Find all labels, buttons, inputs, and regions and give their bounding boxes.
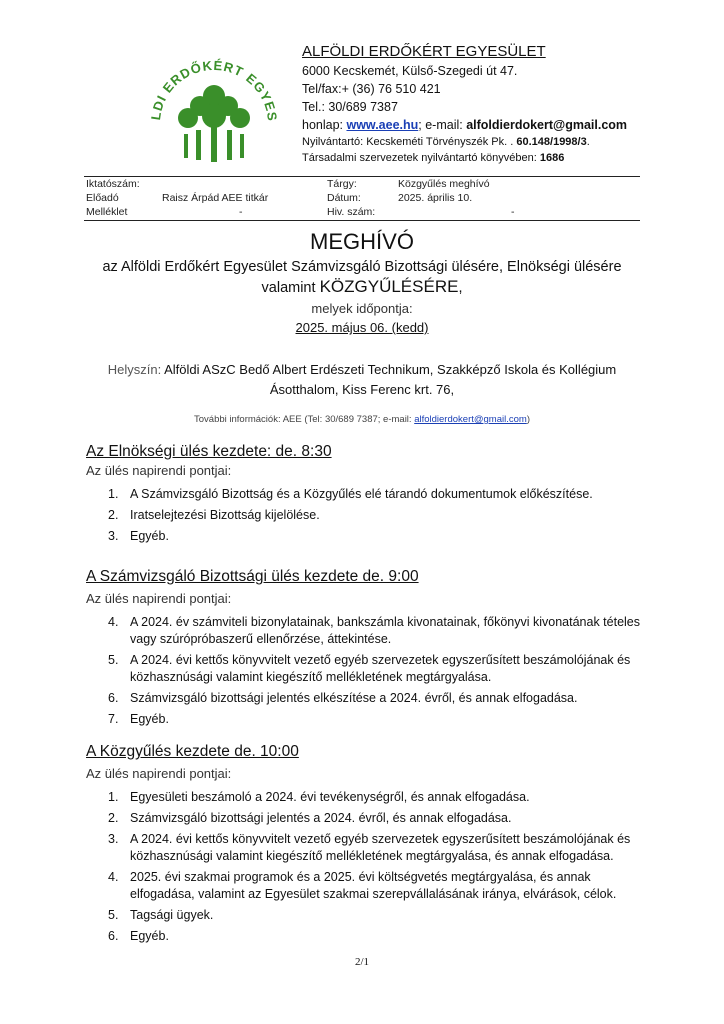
website-link[interactable]: www.aee.hu	[346, 118, 419, 132]
targy-value: Közgyűlés meghívó	[398, 178, 490, 190]
location-line-2: Ásotthalom, Kiss Ferenc krt. 76,	[269, 382, 455, 397]
organization-telfax: Tel/fax:+ (36) 76 510 421	[302, 82, 441, 96]
registry-number: 60.148/1998/3	[516, 136, 587, 148]
invite-kozgyules: KÖZGYŰLÉSÉRE	[319, 277, 459, 296]
list-item	[86, 652, 646, 686]
agenda-list-kozgyules	[86, 789, 646, 949]
item-text: Egyéb.	[130, 712, 169, 726]
meta-left-labels	[86, 177, 140, 219]
item-text: A 2024. évi kettős könyvvitelt vezető egyéb szervezetek egyszerűsített beszámolójának és közhasznúsági valamint kiegészítő mellékletének megtárgyalása.	[130, 653, 631, 684]
hiv-label: Hiv. szám:	[327, 206, 376, 218]
list-item	[86, 810, 646, 827]
registry-end: .	[586, 136, 590, 148]
datum-label: Dátum:	[327, 192, 361, 204]
tree-logo-icon	[138, 50, 290, 174]
web-label: honlap:	[302, 118, 347, 132]
svg-text:ALFÖLDI ERDŐKÉRT EGYESÜLET: LDI ERDŐKÉRT EGYES	[148, 57, 281, 123]
organization-tel: Tel.: 30/689 7387	[302, 100, 398, 114]
organization-name: ALFÖLDI ERDŐKÉRT EGYESÜLET	[302, 43, 546, 60]
book-number: 1686	[539, 152, 565, 164]
invite-line-1: az Alföldi Erdőkért Egyesület Számvizsgáló Bizottsági ülésére, Elnökségi ülésére	[102, 259, 622, 275]
section-heading-elnokseg: Az Elnökségi ülés kezdete: de. 8:30	[86, 443, 332, 460]
list-item	[86, 907, 646, 924]
organization-logo	[138, 50, 290, 174]
item-text: Egyesületi beszámoló a 2024. évi tevékenységről, és annak elfogadása.	[130, 790, 530, 804]
item-text: Iratselejtezési Bizottság kijelölése.	[130, 508, 320, 522]
item-number: 7.	[108, 712, 119, 726]
meeting-date: 2025. május 06. (kedd)	[295, 320, 429, 335]
section-heading-szamvizsgalo: A Számvizsgáló Bizottsági ülés kezdete de. 9:00	[86, 568, 419, 585]
list-item	[86, 711, 646, 728]
section-heading-kozgyules: A Közgyűlés kezdete de. 10:00	[86, 743, 299, 760]
registry-label: Nyilvántartó: Kecskeméti Törvényszék Pk. .	[302, 136, 517, 148]
location-value-1: Alföldi ASzC Bedő Albert Erdészeti Technikum, Szakképző Iskola és Kollégium	[164, 362, 617, 377]
iktato-label: Iktatószám:	[86, 178, 140, 190]
list-item	[86, 869, 646, 903]
email-label: ; e-mail:	[418, 118, 467, 132]
melleklet-value: -	[239, 206, 243, 218]
item-text: Számvizsgáló bizottsági jelentés elkészítése a 2024. évről, és annak elfogadása.	[130, 691, 578, 705]
organization-email: alfoldierdokert@gmail.com	[466, 118, 628, 132]
eloado-label: Előadó	[86, 192, 119, 204]
list-item	[86, 690, 646, 707]
invite-line-2-suffix: ,	[458, 280, 463, 296]
eloado-value: Raisz Árpád AEE titkár	[162, 192, 269, 204]
datum-value: 2025. április 10.	[398, 192, 473, 204]
targy-label: Tárgy:	[327, 178, 357, 190]
book-line	[302, 150, 627, 166]
book-label: Társadalmi szervezetek nyilvántartó könyvében:	[302, 152, 540, 164]
agenda-list-elnokseg	[86, 486, 646, 549]
item-text: 2025. évi szakmai programok és a 2025. évi költségvetés megtárgyalása, és annak elfogadása, valamint az Egyesület szakmai szerepvállalásának iránya, elvárások, célok.	[130, 870, 617, 901]
page-number: 2/1	[354, 956, 370, 968]
organization-address: 6000 Kecskemét, Külső-Szegedi út 47.	[302, 64, 518, 78]
more-info-email-link[interactable]: alfoldierdokert@gmail.com	[414, 414, 527, 425]
more-info-prefix: További információk: AEE (Tel: 30/689 7387; e-mail:	[194, 414, 415, 425]
list-item	[86, 789, 646, 806]
melleklet-label: Melléklet	[86, 206, 128, 218]
item-number: 3.	[108, 832, 119, 846]
more-info-suffix: )	[526, 414, 530, 425]
item-number: 6.	[108, 691, 119, 705]
item-number: 3.	[108, 529, 119, 543]
section-intro-kozgyules: Az ülés napirendi pontjai:	[86, 766, 232, 781]
list-item	[86, 831, 646, 865]
iktato-value	[162, 177, 268, 191]
meta-right-labels	[327, 177, 375, 219]
item-text: Számvizsgáló bizottsági jelentés a 2024. évről, és annak elfogadása.	[130, 811, 512, 825]
item-text: A 2024. évi kettős könyvvitelt vezető egyéb szervezetek egyszerűsített beszámolójának és közhasznúsági valamint kiegészítő mellékletének megtárgyalása, és annak elfogadása.	[130, 832, 631, 863]
location-label: Helyszín:	[107, 362, 165, 377]
item-number: 1.	[108, 487, 119, 501]
item-number: 6.	[108, 929, 119, 943]
item-number: 5.	[108, 908, 119, 922]
item-text: A 2024. év számviteli bizonylatainak, bankszámla kivonatainak, főkönyvi kivonatának tételes vagy szúrópróbaszerű ellenőrzése, áttekintése.	[130, 615, 641, 646]
section-intro-elnokseg: Az ülés napirendi pontjai:	[86, 463, 232, 478]
organization-contact	[302, 116, 627, 134]
list-item	[86, 528, 646, 545]
organization-header	[302, 42, 627, 166]
location-line-1	[0, 360, 724, 380]
item-number: 1.	[108, 790, 119, 804]
list-item	[86, 614, 646, 648]
item-text: Egyéb.	[130, 529, 169, 543]
invite-line-3: melyek időpontja:	[311, 301, 413, 316]
meta-right-values	[398, 177, 490, 205]
invite-line-2	[0, 277, 724, 298]
list-item	[86, 507, 646, 524]
agenda-list-szamvizsgalo	[86, 614, 646, 732]
list-item	[86, 928, 646, 945]
item-number: 2.	[108, 508, 119, 522]
item-number: 2.	[108, 811, 119, 825]
registry-line	[302, 134, 627, 150]
more-info	[0, 414, 724, 425]
item-number: 4.	[108, 870, 119, 884]
section-intro-szamvizsgalo: Az ülés napirendi pontjai:	[86, 591, 232, 606]
hiv-value: -	[511, 206, 515, 218]
list-item	[86, 486, 646, 503]
item-text: Egyéb.	[130, 929, 169, 943]
meta-left-values	[162, 177, 268, 205]
item-text: A Számvizsgáló Bizottság és a Közgyűlés elé tárandó dokumentumok előkészítése.	[130, 487, 593, 501]
meta-divider	[84, 220, 640, 221]
item-number: 4.	[108, 615, 119, 629]
item-text: Tagsági ügyek.	[130, 908, 214, 922]
item-number: 5.	[108, 653, 119, 667]
document-title: MEGHÍVÓ	[310, 229, 414, 254]
invite-line-2-prefix: valamint	[261, 280, 320, 296]
